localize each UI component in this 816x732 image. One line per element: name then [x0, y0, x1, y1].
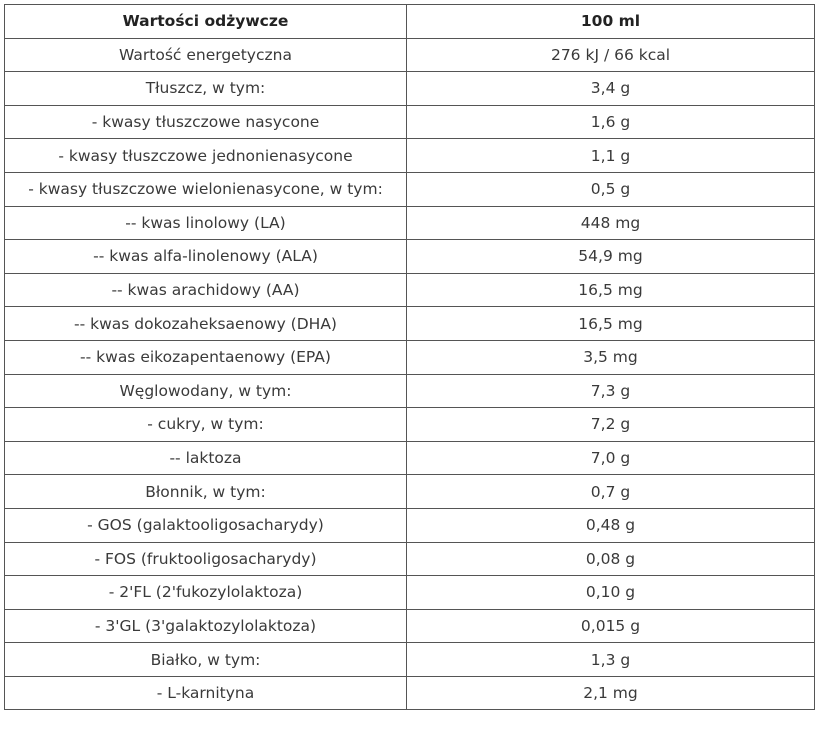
value-cell: 1,3 g [407, 643, 815, 677]
nutrient-cell: Tłuszcz, w tym: [5, 72, 407, 106]
nutrient-cell: - kwasy tłuszczowe nasycone [5, 105, 407, 139]
value-cell: 7,3 g [407, 374, 815, 408]
nutrient-cell: -- kwas alfa-linolenowy (ALA) [5, 240, 407, 274]
value-cell: 0,48 g [407, 508, 815, 542]
nutrient-cell: - GOS (galaktooligosacharydy) [5, 508, 407, 542]
table-row [5, 374, 815, 408]
table-row [5, 139, 815, 173]
value-cell: 1,6 g [407, 105, 815, 139]
value-cell: 7,2 g [407, 408, 815, 442]
value-cell: 0,10 g [407, 576, 815, 610]
nutrient-cell: - FOS (fruktooligosacharydy) [5, 542, 407, 576]
value-cell: 16,5 mg [407, 273, 815, 307]
nutrient-cell: - kwasy tłuszczowe jednonienasycone [5, 139, 407, 173]
nutrient-cell: -- kwas linolowy (LA) [5, 206, 407, 240]
value-cell: 448 mg [407, 206, 815, 240]
table-row [5, 441, 815, 475]
value-cell: 3,5 mg [407, 340, 815, 374]
table-row [5, 508, 815, 542]
value-cell: 16,5 mg [407, 307, 815, 341]
value-cell: 2,1 mg [407, 676, 815, 710]
nutrient-cell: Węglowodany, w tym: [5, 374, 407, 408]
table-row [5, 206, 815, 240]
nutrient-cell: -- kwas arachidowy (AA) [5, 273, 407, 307]
table-row [5, 643, 815, 677]
nutrient-cell: Błonnik, w tym: [5, 475, 407, 509]
nutrient-cell: - L-karnityna [5, 676, 407, 710]
nutrient-cell: - 2'FL (2'fukozylolaktoza) [5, 576, 407, 610]
nutrient-cell: - 3'GL (3'galaktozylolaktoza) [5, 609, 407, 643]
table-row [5, 105, 815, 139]
table-row [5, 240, 815, 274]
table-row [5, 676, 815, 710]
table-row [5, 609, 815, 643]
table-header-row [5, 5, 815, 39]
table-row [5, 340, 815, 374]
nutrition-table [4, 4, 815, 710]
value-cell: 0,015 g [407, 609, 815, 643]
nutrient-cell: Wartość energetyczna [5, 38, 407, 72]
table-row [5, 475, 815, 509]
table-row [5, 576, 815, 610]
table-row [5, 542, 815, 576]
table-row [5, 72, 815, 106]
value-cell: 0,5 g [407, 172, 815, 206]
nutrient-cell: - cukry, w tym: [5, 408, 407, 442]
nutrient-cell: Białko, w tym: [5, 643, 407, 677]
header-nutrient: Wartości odżywcze [5, 5, 407, 39]
table-row [5, 273, 815, 307]
nutrient-cell: -- laktoza [5, 441, 407, 475]
value-cell: 1,1 g [407, 139, 815, 173]
value-cell: 7,0 g [407, 441, 815, 475]
table-body [5, 38, 815, 710]
table-row [5, 408, 815, 442]
value-cell: 276 kJ / 66 kcal [407, 38, 815, 72]
table-row [5, 38, 815, 72]
header-per-100ml: 100 ml [407, 5, 815, 39]
table-row [5, 172, 815, 206]
nutrient-cell: - kwasy tłuszczowe wielonienasycone, w tym: [5, 172, 407, 206]
value-cell: 3,4 g [407, 72, 815, 106]
value-cell: 0,08 g [407, 542, 815, 576]
value-cell: 0,7 g [407, 475, 815, 509]
nutrient-cell: -- kwas dokozaheksaenowy (DHA) [5, 307, 407, 341]
table-row [5, 307, 815, 341]
nutrient-cell: -- kwas eikozapentaenowy (EPA) [5, 340, 407, 374]
value-cell: 54,9 mg [407, 240, 815, 274]
